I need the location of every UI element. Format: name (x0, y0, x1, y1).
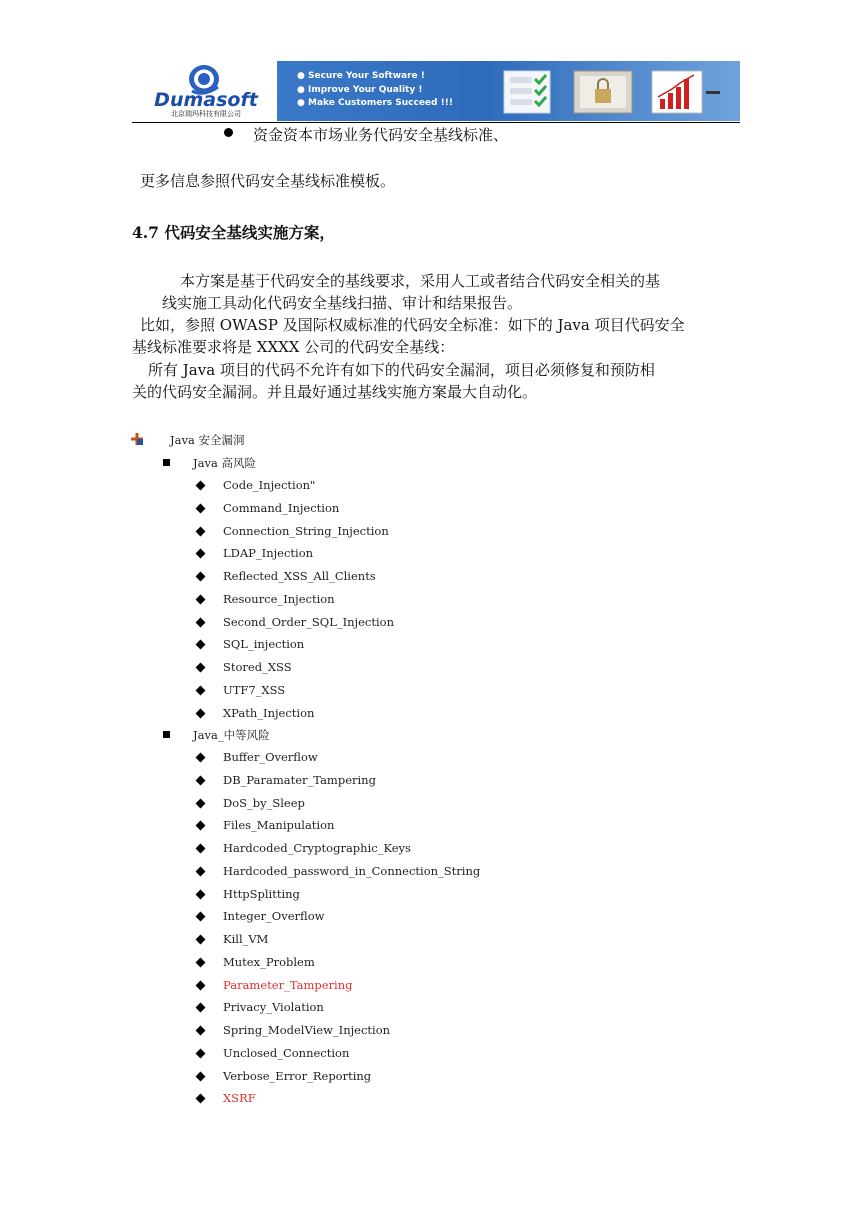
section-heading: 4.7 代码安全基线实施方案， (132, 223, 335, 242)
list-item: Integer_Overflow (223, 909, 325, 924)
banner-line: ● Secure Your Software ! (297, 71, 425, 81)
diamond-bullet-icon (196, 866, 206, 876)
diamond-bullet-icon (196, 889, 206, 899)
list-item: Command_Injection (223, 500, 340, 515)
list-item: HttpSplitting (223, 886, 300, 901)
paragraph-line: 比如，参照 OWASP 及国际权威标准的代码安全标准：如下的 Java 项目代码安全 (140, 316, 685, 334)
diamond-bullet-icon (196, 1003, 206, 1013)
diamond-bullet-icon (196, 957, 206, 967)
list-item: Hardcoded_Cryptographic_Keys (223, 841, 411, 855)
logo-name: Dumasoft (154, 89, 258, 111)
diamond-bullet-icon (196, 1071, 206, 1081)
diamond-bullet-icon (196, 594, 206, 604)
square-bullet-icon (163, 459, 170, 466)
diamond-bullet-icon (196, 980, 206, 990)
diamond-bullet-icon (196, 753, 206, 763)
list-item: UTF7_XSS (223, 682, 286, 697)
diamond-bullet-icon (196, 503, 206, 513)
list-item: XPath_Injection (223, 705, 315, 720)
diamond-bullet-icon (196, 708, 206, 718)
list-item: Parameter_Tampering (223, 977, 353, 992)
top-bullet-text: 资金资本市场业务代码安全基线标准、 (253, 126, 509, 144)
diamond-bullet-icon (196, 775, 206, 785)
logo-subtitle: 北京瑞玛科技有限公司 (171, 110, 241, 118)
paragraph-line: 基线标准要求将是 XXXX 公司的代码安全基线： (132, 338, 455, 356)
list-item: Code_Injection" (223, 478, 316, 492)
diamond-bullet-icon (196, 1048, 206, 1058)
list-item: Hardcoded_password_in_Connection_String (223, 863, 481, 878)
diamond-bullet-icon (196, 935, 206, 945)
list-item: Stored_XSS (223, 660, 292, 674)
list-item: Files_Manipulation (223, 818, 335, 833)
high-risk-title: Java 高风险 (193, 456, 256, 470)
list-item: Connection_String_Injection (223, 523, 389, 538)
diamond-bullet-icon (196, 572, 206, 582)
diamond-bullet-icon (196, 685, 206, 695)
diamond-bullet-icon (196, 549, 206, 559)
paragraph-line: 关的代码安全漏洞。并且最好通过基线实施方案最大自动化。 (132, 383, 538, 401)
page-header (132, 61, 740, 121)
list-root-title: Java 安全漏洞 (170, 433, 245, 447)
banner-line: ● Improve Your Quality ! (297, 84, 423, 95)
bullet-dot-icon (224, 128, 233, 137)
list-item: Privacy_Violation (223, 1000, 324, 1015)
list-item: SQL_injection (223, 637, 305, 652)
list-item: Second_Order_SQL_Injection (223, 614, 394, 629)
list-item: XSRF (223, 1091, 256, 1106)
list-item: Kill_VM (223, 932, 269, 946)
paragraph-line: 所有 Java 项目的代码不允许有如下的代码安全漏洞，项目必须修复和预防相 (148, 361, 655, 379)
list-item: Reflected_XSS_All_Clients (223, 569, 376, 583)
square-bullet-icon (163, 731, 170, 738)
banner-line: ● Make Customers Succeed !!! (297, 98, 453, 108)
diamond-bullet-icon (196, 912, 206, 922)
paragraph-line: 线实施工具动化代码安全基线扫描、审计和结果报告。 (162, 294, 523, 312)
plus-bullet-icon (131, 433, 143, 445)
list-item: Resource_Injection (223, 591, 335, 606)
list-item: Buffer_Overflow (223, 750, 318, 764)
list-item: DoS_by_Sleep (223, 795, 305, 810)
medium-risk-title: Java_中等风险 (193, 728, 270, 742)
diamond-bullet-icon (196, 663, 206, 673)
list-item: DB_Paramater_Tampering (223, 772, 376, 787)
paragraph-line: 本方案是基于代码安全的基线要求，采用人工或者结合代码安全相关的基 (180, 272, 661, 290)
diamond-bullet-icon (196, 1026, 206, 1036)
list-item: Verbose_Error_Reporting (223, 1068, 372, 1083)
diamond-bullet-icon (196, 526, 206, 536)
dumasoft-logo (132, 61, 276, 121)
diamond-bullet-icon (196, 640, 206, 650)
more-info-text: 更多信息参照代码安全基线标准模板。 (140, 172, 396, 190)
list-item: LDAP_Injection (223, 546, 314, 561)
diamond-bullet-icon (196, 798, 206, 808)
list-item: Mutex_Problem (223, 954, 315, 969)
diamond-bullet-icon (196, 821, 206, 831)
diamond-bullet-icon (196, 481, 206, 491)
diamond-bullet-icon (196, 1094, 206, 1104)
list-item: Unclosed_Connection (223, 1045, 350, 1060)
diamond-bullet-icon (196, 844, 206, 854)
diamond-bullet-icon (196, 617, 206, 627)
list-item: Spring_ModelView_Injection (223, 1023, 391, 1037)
banner-graphics-icon (502, 67, 730, 117)
header-banner (277, 61, 740, 121)
header-divider (132, 122, 740, 123)
